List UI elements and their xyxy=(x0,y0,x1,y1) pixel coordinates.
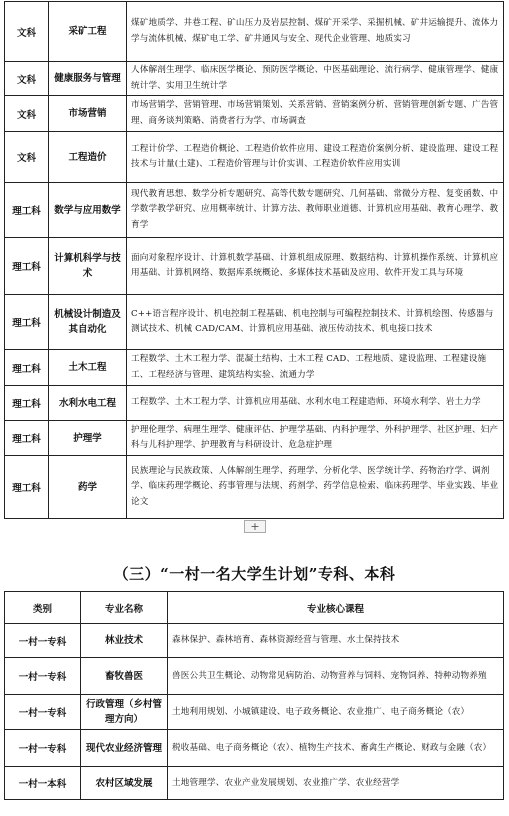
courses-cell: 森林保护、森林培育、森林资源经营与管理、水土保持技术 xyxy=(168,624,504,658)
major-cell: 水利水电工程 xyxy=(49,386,127,421)
table-row xyxy=(5,295,504,350)
majors-table xyxy=(4,1,504,519)
table-row xyxy=(5,350,504,386)
courses-cell: C++语言程序设计、机电控制工程基础、机电控制与可编程控制技术、计算机绘图、传感器与测试技术、机械 CAD/CAM、计算机应用基础、液压传动技术、机电接口技术 xyxy=(127,295,504,350)
header-courses: 专业核心课程 xyxy=(168,592,504,624)
category-cell: 文科 xyxy=(5,62,49,96)
courses-cell: 工程数学、土木工程力学、计算机应用基础、水利水电工程建造师、环境水利学、岩土力学 xyxy=(127,386,504,421)
courses-cell: 税收基础、电子商务概论（农）、植物生产技术、畜禽生产概论、财政与金融（农） xyxy=(168,730,504,767)
major-cell: 市场营销 xyxy=(49,96,127,132)
major-cell: 健康服务与管理 xyxy=(49,62,127,96)
table-row xyxy=(5,132,504,183)
table-row xyxy=(5,386,504,421)
table-header-row xyxy=(5,592,504,624)
table-row xyxy=(5,238,504,295)
add-row-button[interactable]: + xyxy=(244,520,266,533)
courses-cell: 市场营销学、营销管理、市场营销策划、关系营销、营销案例分析、营销管理创新专题、广告管理、商务谈判策略、消费者行为学、市场调查 xyxy=(127,96,504,132)
major-cell: 畜牧兽医 xyxy=(81,658,168,695)
major-cell: 农村区域发展 xyxy=(81,767,168,800)
major-cell: 机械设计制造及其自动化 xyxy=(49,295,127,350)
table-row xyxy=(5,456,504,519)
courses-cell: 护理伦理学、病理生理学、健康评估、护理学基础、内科护理学、外科护理学、社区护理、妇产科与儿科护理学、护理教育与科研设计、危急症护理 xyxy=(127,421,504,456)
courses-cell: 土地管理学、农业产业发展规划、农业推广学、农业经营学 xyxy=(168,767,504,800)
section-heading: （三）“一村一名大学生计划”专科、本科 xyxy=(113,565,396,583)
major-cell: 现代农业经济管理 xyxy=(81,730,168,767)
major-cell: 护理学 xyxy=(49,421,127,456)
courses-cell: 面向对象程序设计、计算机数学基础、计算机组成原理、数据结构、计算机操作系统、计算机应用基础、计算机网络、数据库系统概论、多媒体技术基础及应用、软件开发工具与环境 xyxy=(127,238,504,295)
category-cell: 理工科 xyxy=(5,421,49,456)
table-row xyxy=(5,96,504,132)
courses-cell: 民族理论与民族政策、人体解剖生理学、药理学、分析化学、医学统计学、药物治疗学、调剂学、临床药理学概论、药事管理与法规、药剂学、药学信息检索、临床药理学、毕业实践、毕业论文 xyxy=(127,456,504,519)
major-cell: 土木工程 xyxy=(49,350,127,386)
category-cell: 一村一专科 xyxy=(5,730,81,767)
table-row xyxy=(5,2,504,62)
category-cell: 理工科 xyxy=(5,456,49,519)
courses-cell: 煤矿地质学、井巷工程、矿山压力及岩层控制、煤矿开采学、采掘机械、矿井运输提升、流体力学与流体机械、煤矿电工学、矿井通风与安全、现代企业管理、地质实习 xyxy=(127,2,504,62)
courses-cell: 土地利用规划、小城镇建设、电子政务概论、农业推广、电子商务概论（农） xyxy=(168,695,504,730)
category-cell: 理工科 xyxy=(5,238,49,295)
table-row xyxy=(5,624,504,658)
major-cell: 药学 xyxy=(49,456,127,519)
category-cell: 一村一本科 xyxy=(5,767,81,800)
table-row xyxy=(5,730,504,767)
category-cell: 理工科 xyxy=(5,295,49,350)
category-cell: 一村一专科 xyxy=(5,695,81,730)
category-cell: 一村一专科 xyxy=(5,624,81,658)
major-cell: 行政管理（乡村管理方向） xyxy=(81,695,168,730)
major-cell: 林业技术 xyxy=(81,624,168,658)
courses-cell: 人体解剖生理学、临床医学概论、预防医学概论、中医基础理论、流行病学、健康管理学、健康统计学、实用卫生统计学 xyxy=(127,62,504,96)
major-cell: 采矿工程 xyxy=(49,2,127,62)
courses-cell: 兽医公共卫生概论、动物常见病防治、动物营养与饲料、宠物饲养、特种动物养殖 xyxy=(168,658,504,695)
category-cell: 理工科 xyxy=(5,350,49,386)
courses-cell: 工程数学、土木工程力学、混凝土结构、土木工程 CAD、工程地质、建设监理、工程建设施工、工程经济与管理、建筑结构实验、流通力学 xyxy=(127,350,504,386)
courses-cell: 现代教育思想、数学分析专题研究、高等代数专题研究、几何基础、常微分方程、复变函数、中学数学教学研究、应用概率统计、计算方法、教师职业道德、计算机应用基础、教育心理学、教育学 xyxy=(127,183,504,238)
table-row xyxy=(5,658,504,695)
major-cell: 数学与应用数学 xyxy=(49,183,127,238)
category-cell: 文科 xyxy=(5,2,49,62)
header-category: 类别 xyxy=(5,592,81,624)
table-row xyxy=(5,421,504,456)
village-program-table xyxy=(4,591,504,800)
category-cell: 理工科 xyxy=(5,386,49,421)
header-major: 专业名称 xyxy=(81,592,168,624)
category-cell: 文科 xyxy=(5,96,49,132)
major-cell: 计算机科学与技术 xyxy=(49,238,127,295)
category-cell: 一村一专科 xyxy=(5,658,81,695)
courses-cell: 工程计价学、工程造价概论、工程造价软件应用、建设工程造价案例分析、建设监理、建设工程技术与计量(土建)、工程造价管理与计价实训、工程造价软件应用实训 xyxy=(127,132,504,183)
category-cell: 理工科 xyxy=(5,183,49,238)
table-row xyxy=(5,183,504,238)
table-row xyxy=(5,62,504,96)
table-row xyxy=(5,767,504,800)
major-cell: 工程造价 xyxy=(49,132,127,183)
table-row xyxy=(5,695,504,730)
category-cell: 文科 xyxy=(5,132,49,183)
